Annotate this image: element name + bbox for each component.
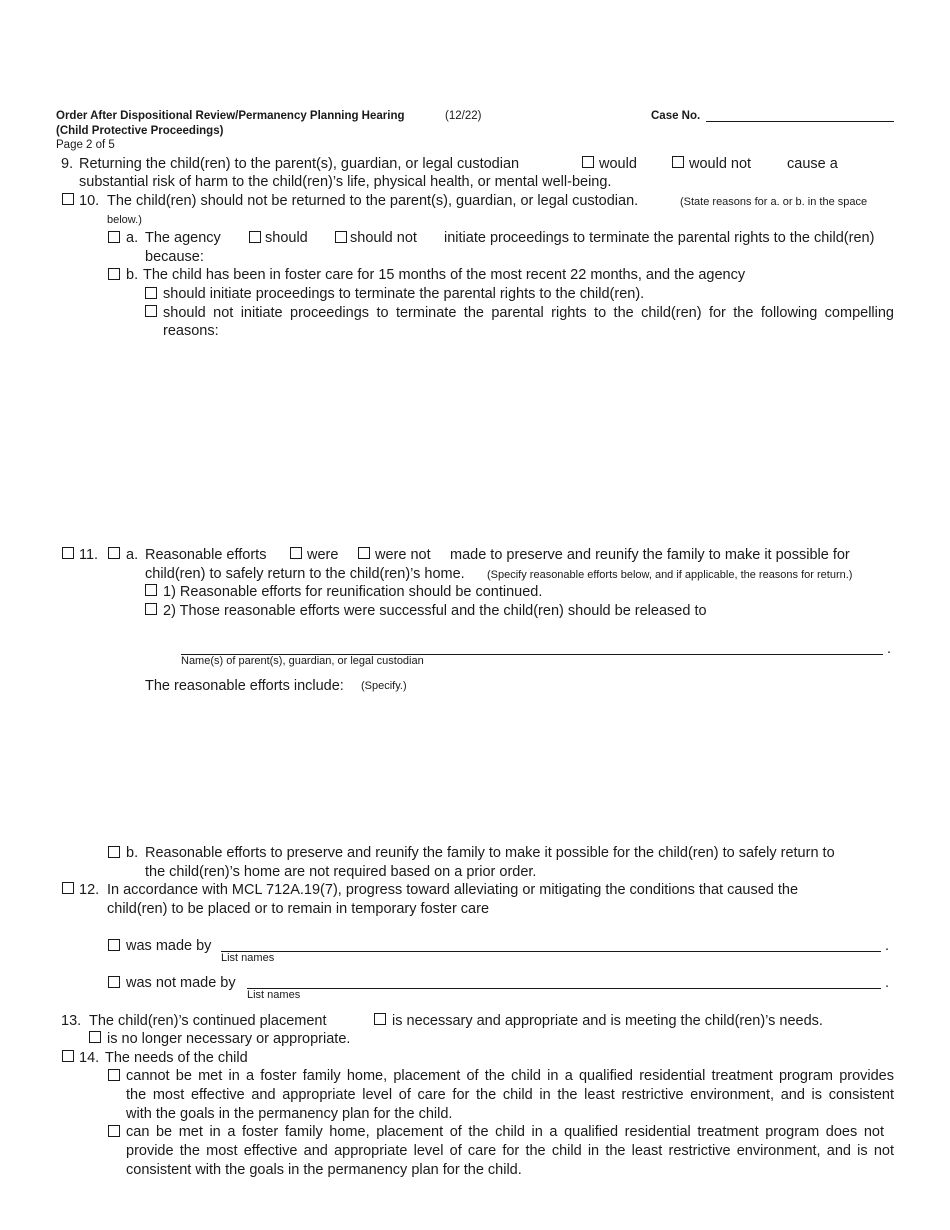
item-14-opt2-line2: provide the most effective and appropriate level of care for the child in the least restrictive environment, and is not	[126, 1143, 894, 1159]
reasonable-efforts-label: The reasonable efforts include:	[145, 678, 344, 694]
item-14-opt1-line1: cannot be met in a foster family home, placement of the child in a qualified residential treatment program provides	[126, 1068, 894, 1084]
item-9-cause: cause a	[787, 156, 838, 172]
item-14-opt2-line3: consistent with the goals in the permanency plan for the child.	[126, 1162, 522, 1178]
item-10b-label: b.	[126, 267, 139, 283]
reasonable-efforts-note: (Specify.)	[361, 680, 407, 692]
form-revision: (12/22)	[445, 110, 482, 122]
item-11a-were-not-label: were not	[375, 547, 431, 563]
item-12-made-caption: List names	[221, 952, 275, 964]
item-11a-were-label: were	[307, 547, 339, 563]
item-10a-should-checkbox[interactable]	[249, 231, 261, 243]
item-14-text: The needs of the child	[105, 1050, 248, 1066]
item-13-text: The child(ren)’s continued placement	[89, 1013, 327, 1029]
item-10b-reasons: reasons:	[163, 323, 219, 339]
item-12-not-made-caption: List names	[247, 989, 301, 1001]
item-12-not-made-checkbox[interactable]	[108, 976, 120, 988]
item-11a-text: Reasonable efforts	[145, 547, 267, 563]
item-14-number: 14.	[79, 1050, 100, 1066]
item-11b-label: b.	[126, 845, 139, 861]
item-11-number: 11.	[79, 547, 99, 563]
item-11a-opt2-text: 2) Those reasonable efforts were successful and the child(ren) should be released to	[163, 603, 707, 619]
form-subtitle: (Child Protective Proceedings)	[56, 125, 224, 137]
item-13-opt1-text: is necessary and appropriate and is meeting the child(ren)’s needs.	[392, 1013, 823, 1029]
item-12-not-made-names-field[interactable]	[247, 988, 881, 989]
item-12-checkbox[interactable]	[62, 882, 74, 894]
item-10-note-cont: below.)	[107, 214, 142, 226]
item-10a-should-label: should	[265, 230, 308, 246]
item-13-number: 13.	[61, 1013, 82, 1029]
item-12-number: 12.	[79, 882, 100, 898]
item-12-made-names-field[interactable]	[221, 951, 881, 952]
item-14-opt1-line3: with the goals in the permanency plan for the child.	[126, 1106, 453, 1122]
item-12-made-checkbox[interactable]	[108, 939, 120, 951]
item-11a-checkbox[interactable]	[108, 547, 120, 559]
item-10b-should-not-checkbox[interactable]	[145, 305, 157, 317]
item-12-made-label: was made by	[126, 938, 212, 954]
item-10-number: 10.	[79, 193, 100, 209]
item-11a-were-checkbox[interactable]	[290, 547, 302, 559]
item-11a-text-cont: made to preserve and reunify the family to make it possible for	[450, 547, 850, 563]
item-10a-text: The agency	[145, 230, 221, 246]
item-10a-should-not-label: should not	[350, 230, 417, 246]
item-13-opt2-checkbox[interactable]	[89, 1031, 101, 1043]
item-14-opt1-line2: the most effective and appropriate level of care for the child in the least restrictive environment, and is consistent	[126, 1087, 894, 1103]
item-9-would-not-label: would not	[689, 156, 752, 172]
item-10a-text-cont: initiate proceedings to terminate the parental rights to the child(ren)	[444, 230, 875, 246]
item-13-opt2-text: is no longer necessary or appropriate.	[107, 1031, 351, 1047]
item-11b-text: Reasonable efforts to preserve and reunify the family to make it possible for the child(ren) to safely return to	[145, 845, 835, 861]
released-to-caption: Name(s) of parent(s), guardian, or legal custodian	[181, 655, 424, 667]
item-11-checkbox[interactable]	[62, 547, 74, 559]
item-9-would-checkbox[interactable]	[582, 156, 594, 168]
item-11b-text-cont: the child(ren)’s home are not required based on a prior order.	[145, 864, 537, 880]
item-11a-text-line2: child(ren) to safely return to the child(ren)’s home.	[145, 566, 465, 582]
item-9-text-cont: substantial risk of harm to the child(ren)’s life, physical health, or mental well-being.	[79, 174, 612, 190]
item-10-text: The child(ren) should not be returned to the parent(s), guardian, or legal custodian.	[107, 193, 639, 209]
released-to-period: .	[887, 641, 892, 657]
item-10-note: (State reasons for a. or b. in the space	[680, 196, 868, 208]
item-12-text-cont: child(ren) to be placed or to remain in temporary foster care	[107, 901, 490, 917]
case-no-field[interactable]	[706, 121, 894, 122]
page-number: Page 2 of 5	[56, 139, 115, 151]
item-10b-should-not-text: should not initiate proceedings to terminate the parental rights to the child(ren) for the following compelling	[163, 305, 894, 321]
item-11b-checkbox[interactable]	[108, 846, 120, 858]
item-14-opt2-line1: can be met in a foster family home, placement of the child in a qualified residential treatment program does not	[126, 1124, 884, 1140]
item-10b-checkbox[interactable]	[108, 268, 120, 280]
item-14-checkbox[interactable]	[62, 1050, 74, 1062]
item-14-opt2-checkbox[interactable]	[108, 1125, 120, 1137]
item-9-text: Returning the child(ren) to the parent(s), guardian, or legal custodian	[79, 156, 520, 172]
item-11a-were-not-checkbox[interactable]	[358, 547, 370, 559]
item-9-number: 9.	[61, 156, 74, 172]
item-10b-should-text: should initiate proceedings to terminate the parental rights to the child(ren).	[163, 286, 645, 302]
item-10a-checkbox[interactable]	[108, 231, 120, 243]
item-13-opt1-checkbox[interactable]	[374, 1013, 386, 1025]
item-9-would-not-checkbox[interactable]	[672, 156, 684, 168]
item-11a-opt2-checkbox[interactable]	[145, 603, 157, 615]
item-10b-should-checkbox[interactable]	[145, 287, 157, 299]
item-11a-note: (Specify reasonable efforts below, and if applicable, the reasons for return.)	[487, 569, 853, 581]
item-12-text: In accordance with MCL 712A.19(7), progress toward alleviating or mitigating the conditions that caused the	[107, 882, 799, 898]
item-9-would-label: would	[599, 156, 637, 172]
item-10a-should-not-checkbox[interactable]	[335, 231, 347, 243]
case-no-label: Case No.	[651, 110, 701, 122]
item-11a-opt1-text: 1) Reasonable efforts for reunification should be continued.	[163, 584, 543, 600]
item-10-checkbox[interactable]	[62, 193, 74, 205]
item-12-made-period: .	[885, 938, 890, 954]
item-10a-label: a.	[126, 230, 139, 246]
item-10b-text: The child has been in foster care for 15 months of the most recent 22 months, and the agency	[143, 267, 746, 283]
item-11a-label: a.	[126, 547, 139, 563]
item-12-not-made-period: .	[885, 975, 890, 991]
form-title: Order After Dispositional Review/Permanency Planning Hearing	[56, 110, 405, 122]
item-14-opt1-checkbox[interactable]	[108, 1069, 120, 1081]
item-11a-opt1-checkbox[interactable]	[145, 584, 157, 596]
item-12-not-made-label: was not made by	[126, 975, 236, 991]
item-10a-because: because:	[145, 249, 204, 265]
